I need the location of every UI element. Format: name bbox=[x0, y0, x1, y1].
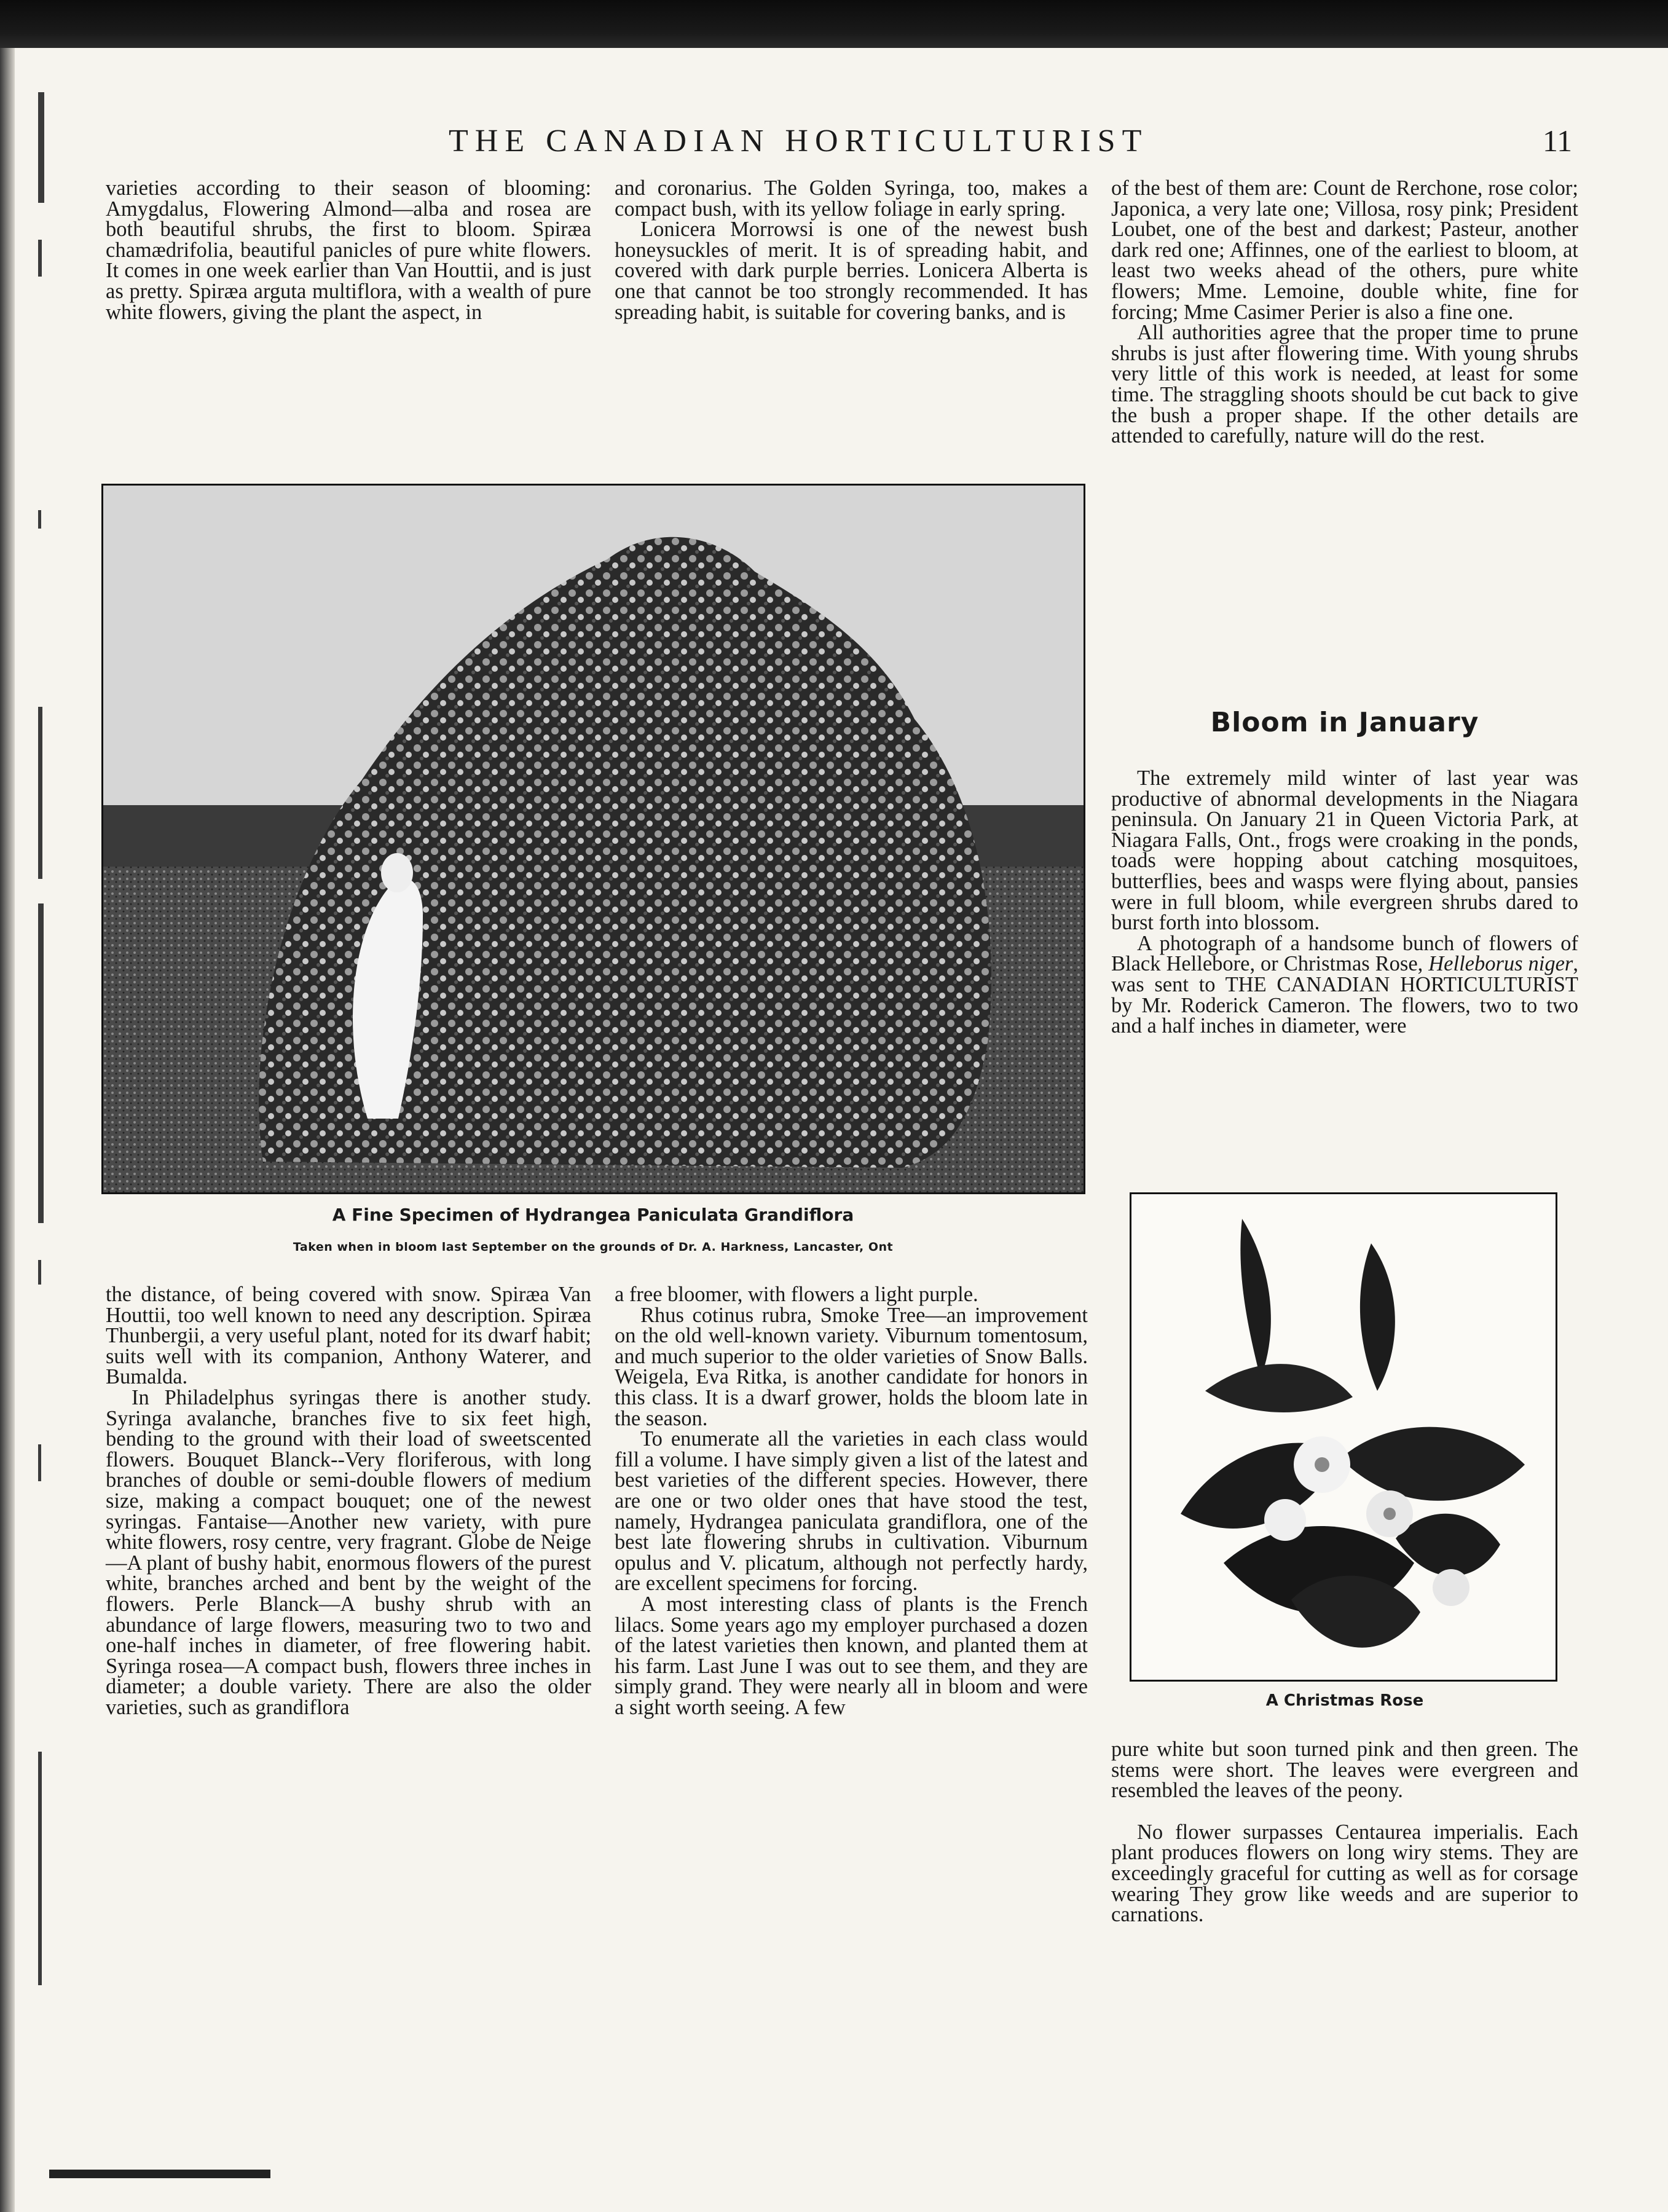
photo-subcaption: Taken when in bloom last September on the grounds of Dr. A. Harkness, Lancaster, Ont bbox=[293, 1240, 894, 1254]
scan-gutter-marks bbox=[32, 92, 53, 2200]
paragraph: To enumerate all the varieties in each class would fill a volume. I have simply given a list of the latest and best varieties of the different species. However, there are one or two older ones that have stood the test, namely, Hydrangea paniculata grandiflora, one of the best late flowering shrubs in cultivation. Viburnum opulus and V. plicatum, although not perfectly hardy, are excellent specimens for forcing. bbox=[615, 1427, 1088, 1596]
paragraph: Rhus cotinus rubra, Smoke Tree—an improvement on the old well-known variety. Viburnum tomentosum, and much superior to the older varieties of Snow Balls. Weigela, Eva Ritka, is another candidate for honors in this class. It is a dwarf grower, holds the bloom late in the season. bbox=[615, 1303, 1088, 1430]
running-head: THE CANADIAN HORTICULTURIST bbox=[449, 124, 1149, 159]
christmas-rose-illustration bbox=[1131, 1194, 1556, 1680]
text-run: A photograph of a handsome bunch of flowers of Black Hellebore, or Christmas Rose, bbox=[1111, 931, 1578, 976]
paragraph: No flower surpasses Centaurea imperialis. Each plant produces flowers on long wiry stems. They are exceedingly graceful for cutting as well as for corsage wearing They grow like weeds and are superior to carnations. bbox=[1111, 1820, 1578, 1927]
paragraph: and coronarius. The Golden Syringa, too, makes a compact bush, with its yellow foliage in early spring. bbox=[615, 176, 1088, 221]
column-2-top bbox=[615, 178, 1088, 473]
hydrangea-illustration bbox=[103, 486, 1084, 1192]
page-number: 11 bbox=[1543, 124, 1573, 158]
text-run: , was sent to THE CANADIAN HORTICULTURIST by Mr. Roderick Cameron. The flowers, two to two and a half inches in diameter, were bbox=[1111, 952, 1578, 1038]
paragraph: varieties according to their season of blooming: Amygdalus, Flowering Almond—alba and rosea are both beautiful shrubs, the first to bloom. Spiræa chamædrifolia, beautiful panicles of pure white flowers. It comes in one week earlier than Van Houttii, and is just as pretty. Spiræa arguta multiflora, with a wealth of pure white flowers, giving the plant the aspect, in bbox=[106, 176, 591, 324]
rose-caption: A Christmas Rose bbox=[1265, 1691, 1424, 1710]
photo-caption: A Fine Specimen of Hydrangea Paniculata Grandiflora bbox=[332, 1205, 854, 1225]
christmas-rose-photo bbox=[1130, 1192, 1557, 1682]
paragraph: pure white but soon turned pink and then green. The stems were short. The leaves were evergreen and resembled the leaves of the peony. bbox=[1111, 1738, 1578, 1803]
latin-name: Helleborus niger bbox=[1428, 952, 1573, 976]
column-1-top bbox=[106, 178, 591, 473]
paragraph bbox=[1111, 931, 1578, 1038]
paragraph: the distance, of being covered with snow. Spiræa Van Houttii, too well known to need any description. Spiræa Thunbergii, a very useful plant, noted for its dwarf habit; suits well with its companion, Anthony Waterer, and Bumalda. bbox=[106, 1283, 591, 1389]
paragraph: All authorities agree that the proper time to prune shrubs is just after flowering time. With young shrubs very little of this work is needed, at least for some time. The straggling shoots should be cut back to give the bush a proper shape. If the other details are attended to carefully, nature will do the rest. bbox=[1111, 321, 1578, 448]
page-header bbox=[0, 123, 1668, 166]
column-3-middle bbox=[1111, 768, 1578, 1198]
paragraph: A most interesting class of plants is the French lilacs. Some years ago my employer purchased a dozen of the latest varieties then known, and planted them at his farm. Last June I was out to see them, and they are simply grand. They were nearly all in bloom and were a sight worth seeing. A few bbox=[615, 1592, 1088, 1719]
paragraph: of the best of them are: Count de Rerchone, rose color; Japonica, a very late one; Villosa, rosy pink; President Loubet, one of the best and darkest; Pasteur, another dark red one; Affinnes, one of the earliest to bloom, at least two weeks ahead of the others, pure white flowers; Mme. Lemoine, double white, fine for forcing; Mme Casimer Perier is also a fine one. bbox=[1111, 176, 1578, 324]
column-3-top bbox=[1111, 178, 1578, 670]
hydrangea-photo bbox=[101, 484, 1085, 1194]
scan-bottom-rule bbox=[49, 2170, 270, 2178]
column-1-bottom bbox=[106, 1285, 591, 2163]
paragraph: In Philadelphus syringas there is another study. Syringa avalanche, branches five to six feet high, bending to the ground with their load of sweetscented flowers. Bouquet Blanck--Very floriferous, with long branches of double or semi-double flowers of medium size, making a compact bouquet; one of the newest syringas. Fantaise—Another new variety, with pure white flowers, rosy centre, very fragrant. Globe de Neige—A plant of bushy habit, enormous flowers of the purest white, branches arched and bent by the weight of the flowers. Perle Blanck—A bushy shrub with an abundance of large flowers, measuring two to two and one-half inches in diameter, of free flowering habit. Syringa rosea—A compact bush, flowers three inches in diameter; a double variety. There are also the older varieties, such as grandiflora bbox=[106, 1385, 591, 1719]
column-2-bottom bbox=[615, 1285, 1088, 2163]
paragraph: The extremely mild winter of last year was productive of abnormal developments in the Niagara peninsula. On January 21 in Queen Victoria Park, at Niagara Falls, Ont., frogs were croaking in the ponds, toads were hopping about catching mosquitoes, butterflies, bees and wasps were flying about, pansies were in full bloom, while evergreen shrubs dared to burst forth into blossom. bbox=[1111, 766, 1578, 935]
paragraph: Lonicera Morrowsi is one of the newest bush honeysuckles of merit. It is of spreading habit, and covered with dark purple berries. Lonicera Alberta is one that cannot be too strongly recommended. It has spreading habit, is suitable for covering banks, and is bbox=[615, 218, 1088, 324]
section-heading: Bloom in January bbox=[1210, 707, 1479, 738]
paragraph: a free bloomer, with flowers a light purple. bbox=[615, 1283, 978, 1306]
scan-top-band bbox=[0, 0, 1668, 48]
column-3-bottom bbox=[1111, 1739, 1578, 2170]
scan-left-edge bbox=[0, 48, 15, 2212]
